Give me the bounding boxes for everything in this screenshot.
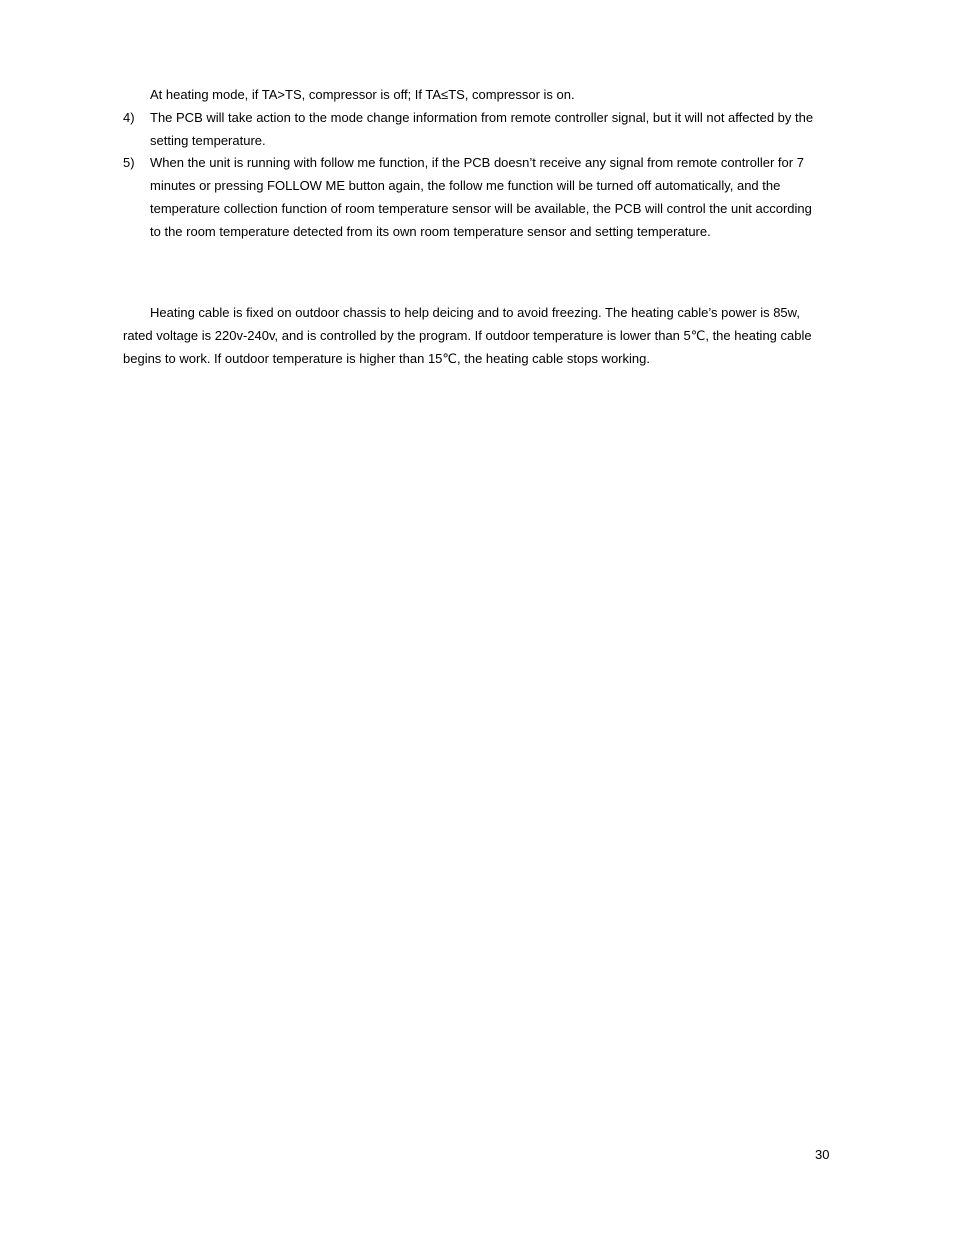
list-item-line: temperature collection function of room temperature sensor will be available, the PCB will control the unit according <box>150 201 812 216</box>
list-item-line: minutes or pressing FOLLOW ME button again, the follow me function will be turned off automatically, and the <box>150 178 781 193</box>
paragraph-line: begins to work. If outdoor temperature is higher than 15℃, the heating cable stops working. <box>123 351 650 366</box>
list-item-line: to the room temperature detected from its own room temperature sensor and setting temperature. <box>150 224 711 239</box>
list-item-line: When the unit is running with follow me function, if the PCB doesn’t receive any signal from remote controller for 7 <box>150 155 804 170</box>
list-item-line: The PCB will take action to the mode change information from remote controller signal, but it will not affected by the <box>150 110 814 125</box>
list-item-number: 5) <box>123 155 135 170</box>
list-item-number: 4) <box>123 110 135 125</box>
intro-line: At heating mode, if TA>TS, compressor is off; If TA≤TS, compressor is on. <box>150 87 575 102</box>
page-number: 30 <box>815 1147 830 1162</box>
paragraph-line: rated voltage is 220v-240v, and is controlled by the program. If outdoor temperature is lower than 5℃, the heating cable <box>123 328 812 343</box>
list-item-line: setting temperature. <box>150 133 266 148</box>
paragraph-line: Heating cable is fixed on outdoor chassis to help deicing and to avoid freezing. The heating cable’s power is 85w, <box>150 305 800 320</box>
